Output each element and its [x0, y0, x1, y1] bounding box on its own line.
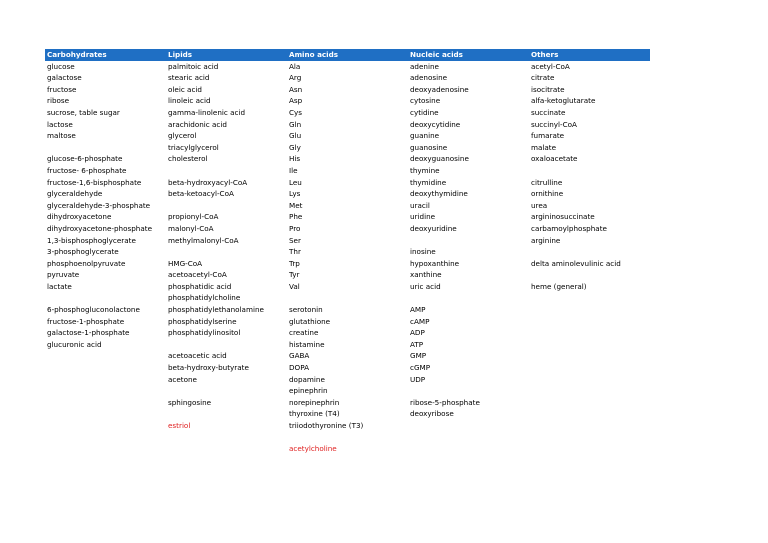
cell-amino-acids[interactable]: His	[289, 154, 301, 164]
cell-nucleic-acids[interactable]	[408, 443, 529, 455]
cell-others[interactable]	[529, 443, 650, 455]
cell-lipids[interactable]: beta-hydroxy-butyrate	[168, 363, 249, 373]
table-row	[45, 246, 650, 258]
cell-lipids[interactable]	[166, 443, 287, 455]
cell-carbohydrates[interactable]	[45, 385, 166, 397]
cell-lipids[interactable]: triacylglycerol	[168, 142, 219, 152]
cell-amino-acids[interactable]: Glu	[289, 131, 302, 141]
cell-amino-acids[interactable]: Lys	[289, 189, 301, 199]
cell-carbohydrates[interactable]	[45, 420, 166, 432]
cell-others[interactable]	[529, 246, 650, 258]
cell-lipids[interactable]	[166, 339, 287, 351]
cell-carbohydrates[interactable]: glyceraldehyde	[47, 189, 103, 199]
cell-amino-acids[interactable]: Gly	[289, 142, 301, 152]
cell-nucleic-acids[interactable]	[408, 420, 529, 432]
table-row	[45, 200, 650, 212]
cell-carbohydrates[interactable]: glucose-6-phosphate	[47, 154, 123, 164]
cell-amino-acids[interactable]: Tyr	[289, 270, 300, 280]
cell-nucleic-acids[interactable]: UDP	[410, 374, 426, 384]
cell-lipids[interactable]: beta-ketoacyl-CoA	[168, 189, 234, 199]
cell-amino-acids[interactable]: creatine	[289, 328, 319, 338]
cell-amino-acids[interactable]: dopamine	[289, 374, 325, 384]
cell-others[interactable]: isocitrate	[531, 84, 565, 94]
table-row	[45, 269, 650, 281]
cell-lipids[interactable]: arachidonic acid	[168, 119, 227, 129]
cell-amino-acids[interactable]: histamine	[289, 339, 325, 349]
cell-carbohydrates[interactable]: phosphoenolpyruvate	[47, 258, 126, 268]
table-row	[45, 223, 650, 235]
cell-others[interactable]	[529, 385, 650, 397]
cell-others[interactable]	[529, 420, 650, 432]
cell-carbohydrates[interactable]: maltose	[47, 131, 76, 141]
cell-others[interactable]: citrulline	[531, 177, 563, 187]
cell-lipids[interactable]	[166, 200, 287, 212]
cell-amino-acids[interactable]: glutathione	[289, 316, 331, 326]
cell-amino-acids[interactable]: Val	[289, 281, 300, 291]
cell-nucleic-acids[interactable]: deoxyribose	[410, 409, 454, 419]
cell-lipids[interactable]: cholesterol	[168, 154, 208, 164]
table-row	[45, 362, 650, 374]
cell-nucleic-acids[interactable]: deoxyguanosine	[410, 154, 469, 164]
cell-others[interactable]: acetyl-CoA	[531, 61, 570, 71]
table-row	[45, 281, 650, 293]
cell-others[interactable]: ornithine	[531, 189, 564, 199]
cell-carbohydrates[interactable]	[45, 374, 166, 386]
cell-nucleic-acids[interactable]: AMP	[410, 305, 426, 315]
cell-others[interactable]	[529, 339, 650, 351]
table-row	[45, 316, 650, 328]
cell-carbohydrates[interactable]: galactose	[47, 73, 82, 83]
cell-carbohydrates[interactable]: fructose	[47, 84, 77, 94]
cell-lipids[interactable]: glycerol	[168, 131, 197, 141]
cell-others[interactable]: argininosuccinate	[531, 212, 595, 222]
cell-lipids[interactable]: palmitoic acid	[168, 61, 219, 71]
cell-nucleic-acids[interactable]: deoxyadenosine	[410, 84, 469, 94]
header-others[interactable]: Others	[531, 50, 559, 59]
table-row	[45, 188, 650, 200]
table-row	[45, 153, 650, 165]
table-row	[45, 350, 650, 362]
spreadsheet-table	[45, 49, 650, 455]
cell-others[interactable]	[529, 408, 650, 420]
table-row	[45, 374, 650, 386]
cell-lipids[interactable]: stearic acid	[168, 73, 210, 83]
table-row	[45, 119, 650, 131]
cell-others[interactable]	[529, 304, 650, 316]
table-row	[45, 211, 650, 223]
cell-amino-acids[interactable]: Thr	[289, 247, 301, 257]
cell-amino-acids[interactable]: Cys	[289, 107, 303, 117]
cell-carbohydrates[interactable]	[45, 443, 166, 455]
cell-others[interactable]: succinate	[531, 107, 566, 117]
cell-nucleic-acids[interactable]: xanthine	[410, 270, 442, 280]
header-lipids[interactable]: Lipids	[168, 50, 193, 59]
cell-others[interactable]: carbamoylphosphate	[531, 223, 607, 233]
cell-nucleic-acids[interactable]: uridine	[410, 212, 436, 222]
cell-nucleic-acids[interactable]: deoxycytidine	[410, 119, 461, 129]
header-amino-acids[interactable]: Amino acids	[289, 50, 339, 59]
table-row	[45, 107, 650, 119]
cell-nucleic-acids[interactable]: adenosine	[410, 73, 448, 83]
cell-others[interactable]: arginine	[531, 235, 561, 245]
cell-others[interactable]: delta aminolevulinic acid	[531, 258, 621, 268]
cell-nucleic-acids[interactable]: ribose-5-phosphate	[410, 397, 480, 407]
cell-amino-acids[interactable]: thyroxine (T4)	[289, 409, 340, 419]
cell-nucleic-acids[interactable]	[408, 385, 529, 397]
cell-nucleic-acids[interactable]: thymidine	[410, 177, 447, 187]
cell-carbohydrates[interactable]	[45, 397, 166, 409]
cell-carbohydrates[interactable]: glucose	[47, 61, 75, 71]
cell-amino-acids[interactable]: epinephrin	[289, 386, 328, 396]
cell-amino-acids[interactable]: DOPA	[289, 363, 309, 373]
cell-amino-acids[interactable]: Ile	[289, 165, 298, 175]
cell-others[interactable]	[529, 165, 650, 177]
cell-nucleic-acids[interactable]: uric acid	[410, 281, 441, 291]
cell-carbohydrates[interactable]: fructose-1-phosphate	[47, 316, 125, 326]
cell-amino-acids[interactable]: Pro	[289, 223, 301, 233]
cell-lipids[interactable]: phosphatidylinositol	[168, 328, 241, 338]
cell-lipids[interactable]: estriol	[168, 421, 191, 430]
cell-amino-acids[interactable]: GABA	[289, 351, 310, 361]
cell-carbohydrates[interactable]: 1,3-bisphosphoglycerate	[47, 235, 136, 245]
cell-carbohydrates[interactable]: fructose- 6-phosphate	[47, 165, 127, 175]
cell-lipids[interactable]: phosphatidylethanolamine	[168, 305, 264, 315]
cell-nucleic-acids[interactable]: cGMP	[410, 363, 431, 373]
cell-carbohydrates[interactable]: lactate	[47, 281, 72, 291]
table-row	[45, 420, 650, 432]
cell-nucleic-acids[interactable]: ADP	[410, 328, 425, 338]
cell-lipids[interactable]: propionyl-CoA	[168, 212, 219, 222]
cell-carbohydrates[interactable]: galactose-1-phosphate	[47, 328, 130, 338]
cell-amino-acids[interactable]	[287, 432, 408, 444]
cell-carbohydrates[interactable]: pyruvate	[47, 270, 80, 280]
table-row	[45, 292, 650, 304]
cell-lipids[interactable]: acetone	[168, 374, 197, 384]
cell-amino-acids[interactable]: Asp	[289, 96, 303, 106]
cell-lipids[interactable]: phosphatidic acid	[168, 281, 232, 291]
cell-others[interactable]	[529, 327, 650, 339]
cell-lipids[interactable]	[166, 385, 287, 397]
table-row	[45, 385, 650, 397]
cell-amino-acids[interactable]: Ala	[289, 61, 301, 71]
cell-others[interactable]: oxaloacetate	[531, 154, 578, 164]
cell-carbohydrates[interactable]: ribose	[47, 96, 70, 106]
cell-amino-acids[interactable]	[287, 292, 408, 304]
cell-carbohydrates[interactable]: sucrose, table sugar	[47, 107, 120, 117]
table-row	[45, 130, 650, 142]
cell-others[interactable]: citrate	[531, 73, 555, 83]
cell-carbohydrates[interactable]: dihydroxyacetone-phosphate	[47, 223, 152, 233]
cell-others[interactable]	[529, 350, 650, 362]
cell-lipids[interactable]: gamma-linolenic acid	[168, 107, 246, 117]
cell-others[interactable]	[529, 316, 650, 328]
table-row	[45, 397, 650, 409]
cell-others[interactable]	[529, 269, 650, 281]
table-row	[45, 235, 650, 247]
cell-nucleic-acids[interactable]: ATP	[410, 339, 424, 349]
cell-carbohydrates[interactable]: 3-phosphoglycerate	[47, 247, 119, 257]
table-row	[45, 84, 650, 96]
cell-nucleic-acids[interactable]: inosine	[410, 247, 436, 257]
cell-amino-acids[interactable]: acetylcholine	[289, 444, 337, 454]
cell-amino-acids[interactable]: Asn	[289, 84, 303, 94]
cell-others[interactable]: malate	[531, 142, 557, 152]
cell-carbohydrates[interactable]: dihydroxyacetone	[47, 212, 112, 222]
cell-carbohydrates[interactable]	[45, 142, 166, 154]
table-row	[45, 61, 650, 73]
header-carbohydrates[interactable]: Carbohydrates	[47, 50, 107, 59]
cell-lipids[interactable]: acetoacetic acid	[168, 351, 227, 361]
cell-nucleic-acids[interactable]: deoxyuridine	[410, 223, 457, 233]
cell-amino-acids[interactable]: serotonin	[289, 305, 323, 315]
cell-lipids[interactable]: oleic acid	[168, 84, 202, 94]
table-row	[45, 95, 650, 107]
cell-nucleic-acids[interactable]: cytidine	[410, 107, 439, 117]
cell-nucleic-acids[interactable]: uracil	[410, 200, 430, 210]
cell-amino-acids[interactable]: triiodothyronine (T3)	[289, 421, 364, 430]
cell-amino-acids[interactable]: norepinephrin	[289, 397, 340, 407]
cell-amino-acids[interactable]: Arg	[289, 73, 302, 83]
cell-lipids[interactable]	[166, 246, 287, 258]
cell-lipids[interactable]: phosphatidylserine	[168, 316, 237, 326]
cell-carbohydrates[interactable]: glucuronic acid	[47, 339, 102, 349]
cell-others[interactable]: alfa-ketoglutarate	[531, 96, 596, 106]
cell-others[interactable]: heme (general)	[531, 281, 587, 291]
cell-nucleic-acids[interactable]	[408, 292, 529, 304]
table-row	[45, 142, 650, 154]
cell-lipids[interactable]: sphingosine	[168, 397, 212, 407]
header-nucleic-acids[interactable]: Nucleic acids	[410, 50, 463, 59]
cell-nucleic-acids[interactable]	[408, 235, 529, 247]
cell-lipids[interactable]: phosphatidylcholine	[168, 293, 241, 303]
table-row	[45, 72, 650, 84]
cell-nucleic-acids[interactable]: thymine	[410, 165, 440, 175]
cell-carbohydrates[interactable]: fructose-1,6-bisphosphate	[47, 177, 142, 187]
cell-carbohydrates[interactable]	[45, 408, 166, 420]
cell-others[interactable]	[529, 397, 650, 409]
table-row	[45, 443, 650, 455]
cell-carbohydrates[interactable]: lactose	[47, 119, 73, 129]
cell-nucleic-acids[interactable]: cAMP	[410, 316, 430, 326]
cell-lipids[interactable]: HMG-CoA	[168, 258, 203, 268]
cell-carbohydrates[interactable]: glyceraldehyde-3-phosphate	[47, 200, 151, 210]
cell-lipids[interactable]: malonyl-CoA	[168, 223, 214, 233]
cell-nucleic-acids[interactable]: cytosine	[410, 96, 441, 106]
cell-carbohydrates[interactable]	[45, 350, 166, 362]
cell-nucleic-acids[interactable]: deoxythymidine	[410, 189, 468, 199]
cell-carbohydrates[interactable]	[45, 362, 166, 374]
cell-nucleic-acids[interactable]: guanosine	[410, 142, 448, 152]
cell-carbohydrates[interactable]	[45, 292, 166, 304]
cell-others[interactable]	[529, 362, 650, 374]
cell-amino-acids[interactable]: Phe	[289, 212, 303, 222]
table-row	[45, 339, 650, 351]
table-row	[45, 258, 650, 270]
cell-carbohydrates[interactable]: 6-phosphogluconolactone	[47, 305, 140, 315]
cell-others[interactable]	[529, 292, 650, 304]
cell-others[interactable]: urea	[531, 200, 548, 210]
table-row	[45, 408, 650, 420]
table-row	[45, 327, 650, 339]
cell-lipids[interactable]	[166, 408, 287, 420]
cell-others[interactable]: fumarate	[531, 131, 565, 141]
table-row	[45, 432, 650, 444]
cell-others[interactable]	[529, 432, 650, 444]
cell-lipids[interactable]: linoleic acid	[168, 96, 211, 106]
cell-lipids[interactable]: acetoacetyl-CoA	[168, 270, 227, 280]
cell-nucleic-acids[interactable]: guanine	[410, 131, 440, 141]
cell-amino-acids[interactable]: Met	[289, 200, 303, 210]
cell-carbohydrates[interactable]	[45, 432, 166, 444]
cell-lipids[interactable]: beta-hydroxyacyl-CoA	[168, 177, 248, 187]
table-row	[45, 177, 650, 189]
cell-lipids[interactable]: methylmalonyl-CoA	[168, 235, 239, 245]
table-row	[45, 165, 650, 177]
cell-lipids[interactable]	[166, 165, 287, 177]
cell-amino-acids[interactable]: Trp	[289, 258, 300, 268]
cell-amino-acids[interactable]: Gln	[289, 119, 302, 129]
cell-nucleic-acids[interactable]: hypoxanthine	[410, 258, 460, 268]
cell-amino-acids[interactable]: Ser	[289, 235, 301, 245]
cell-nucleic-acids[interactable]	[408, 432, 529, 444]
cell-amino-acids[interactable]: Leu	[289, 177, 302, 187]
cell-lipids[interactable]	[166, 432, 287, 444]
cell-others[interactable]: succinyl-CoA	[531, 119, 577, 129]
header-row	[45, 49, 650, 61]
cell-nucleic-acids[interactable]: GMP	[410, 351, 427, 361]
table-row	[45, 304, 650, 316]
cell-nucleic-acids[interactable]: adenine	[410, 61, 439, 71]
cell-others[interactable]	[529, 374, 650, 386]
table-body	[45, 61, 650, 455]
